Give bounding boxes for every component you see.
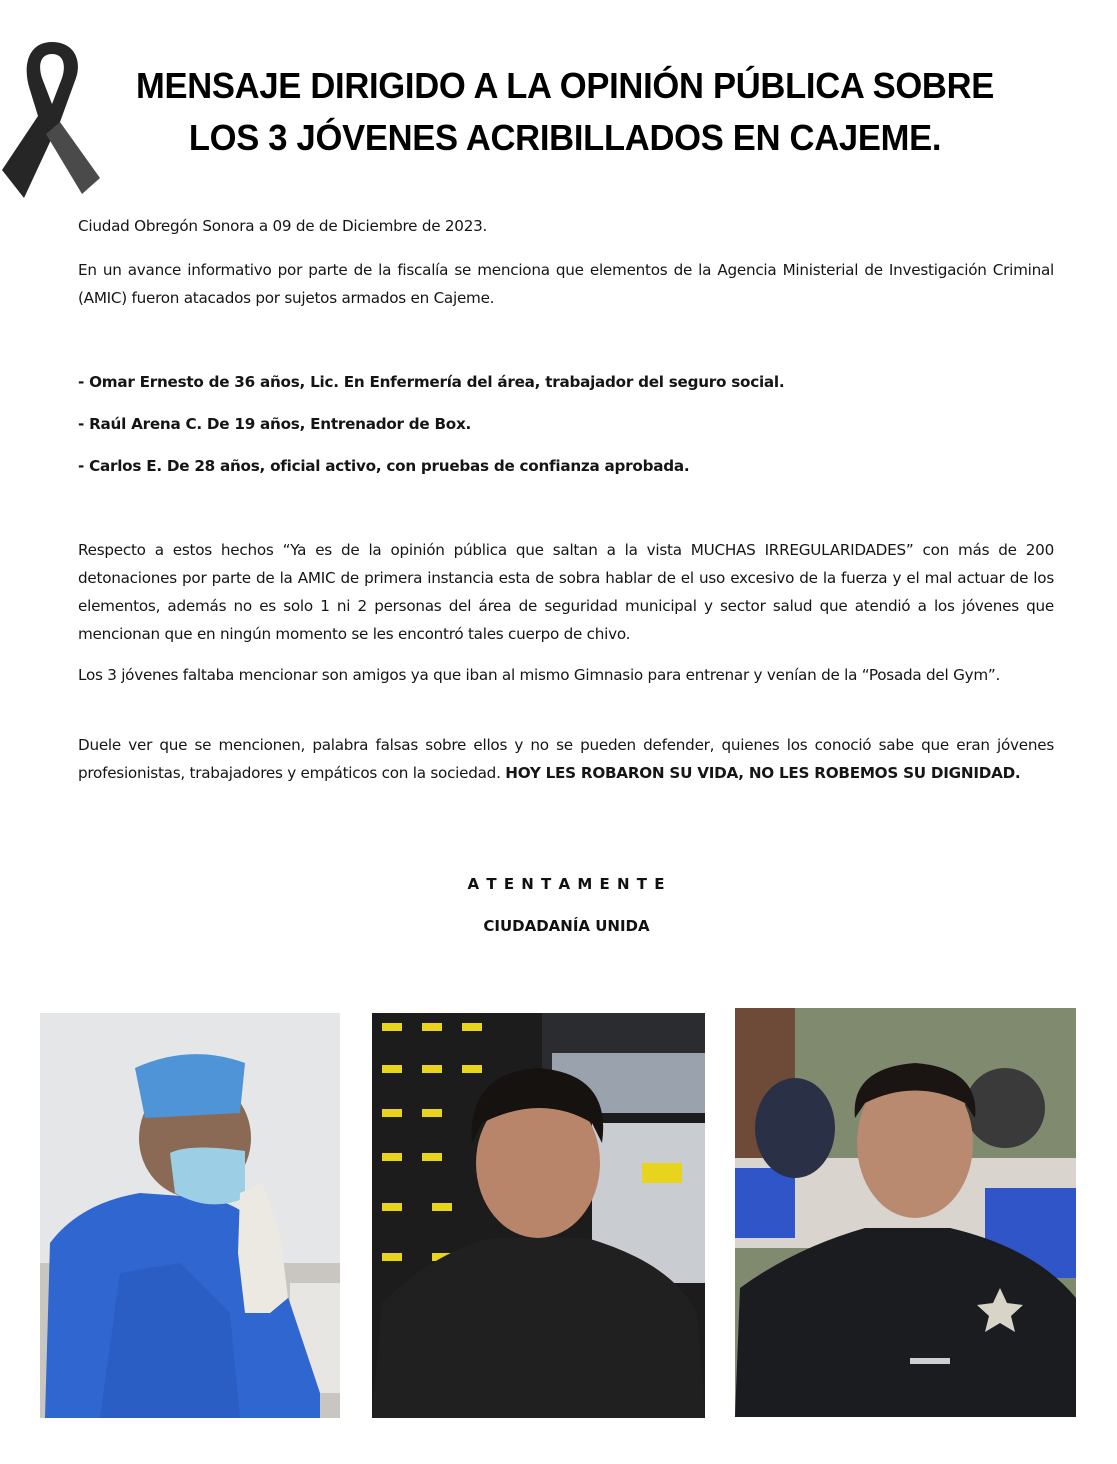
date-line: Ciudad Obregón Sonora a 09 de de Diciembre de 2023. (78, 217, 488, 235)
photo-omar-ernesto (40, 1013, 340, 1418)
paragraph-irregularities: Respecto a estos hechos “Ya es de la opinión pública que saltan a la vista MUCHAS IRREGULARIDADES” con más de 200 detonaciones por parte de la AMIC de primera instancia esta de sobra hablar de el uso excesivo de la fuerza y el mal actuar de los elementos, además no es solo 1 ni 2 personas del área de seguridad municipal y sector salud que atendió a los jóvenes que mencionan que en ningún momento se les encontró tales cuerpo de chivo. (78, 541, 1054, 643)
victim-item: - Carlos E. De 28 años, oficial activo, con pruebas de confianza aprobada. (78, 457, 690, 475)
paragraph-dignity-emphasis: HOY LES ROBARON SU VIDA, NO LES ROBEMOS SU DIGNIDAD. (505, 764, 1021, 782)
paragraph-gym: Los 3 jóvenes faltaba mencionar son amigos ya que iban al mismo Gimnasio para entrenar y venían de la “Posada del Gym”. (78, 666, 1001, 684)
title-line-2: LOS 3 JÓVENES ACRIBILLADOS EN CAJEME. (188, 117, 942, 158)
intro-paragraph: En un avance informativo por parte de la fiscalía se menciona que elementos de la Agencia Ministerial de Investigación Criminal (AMIC) fueron atacados por sujetos armados en Cajeme. (78, 261, 1054, 307)
closing-salutation: A T E N T A M E N T E (467, 875, 666, 893)
signed-by: CIUDADANÍA UNIDA (483, 917, 650, 935)
title-line-1: MENSAJE DIRIGIDO A LA OPINIÓN PÚBLICA SOBRE (135, 65, 995, 106)
photo-raul-arena (372, 1013, 705, 1418)
victim-item: - Omar Ernesto de 36 años, Lic. En Enfermería del área, trabajador del seguro social. (78, 373, 785, 391)
page-title (80, 60, 1050, 164)
officer-portrait-image (735, 1008, 1076, 1417)
young-man-portrait-image (372, 1013, 705, 1418)
nurse-portrait-image (40, 1013, 340, 1418)
paragraph-dignity-text: Duele ver que se mencionen, palabra falsas sobre ellos y no se pueden defender, quienes los conoció sabe que eran jóvenes profesionistas, trabajadores y empáticos con la sociedad. (78, 736, 1054, 782)
photo-carlos-e (735, 1008, 1076, 1417)
paragraph-dignity (78, 731, 1054, 787)
victim-item: - Raúl Arena C. De 19 años, Entrenador de Box. (78, 415, 472, 433)
